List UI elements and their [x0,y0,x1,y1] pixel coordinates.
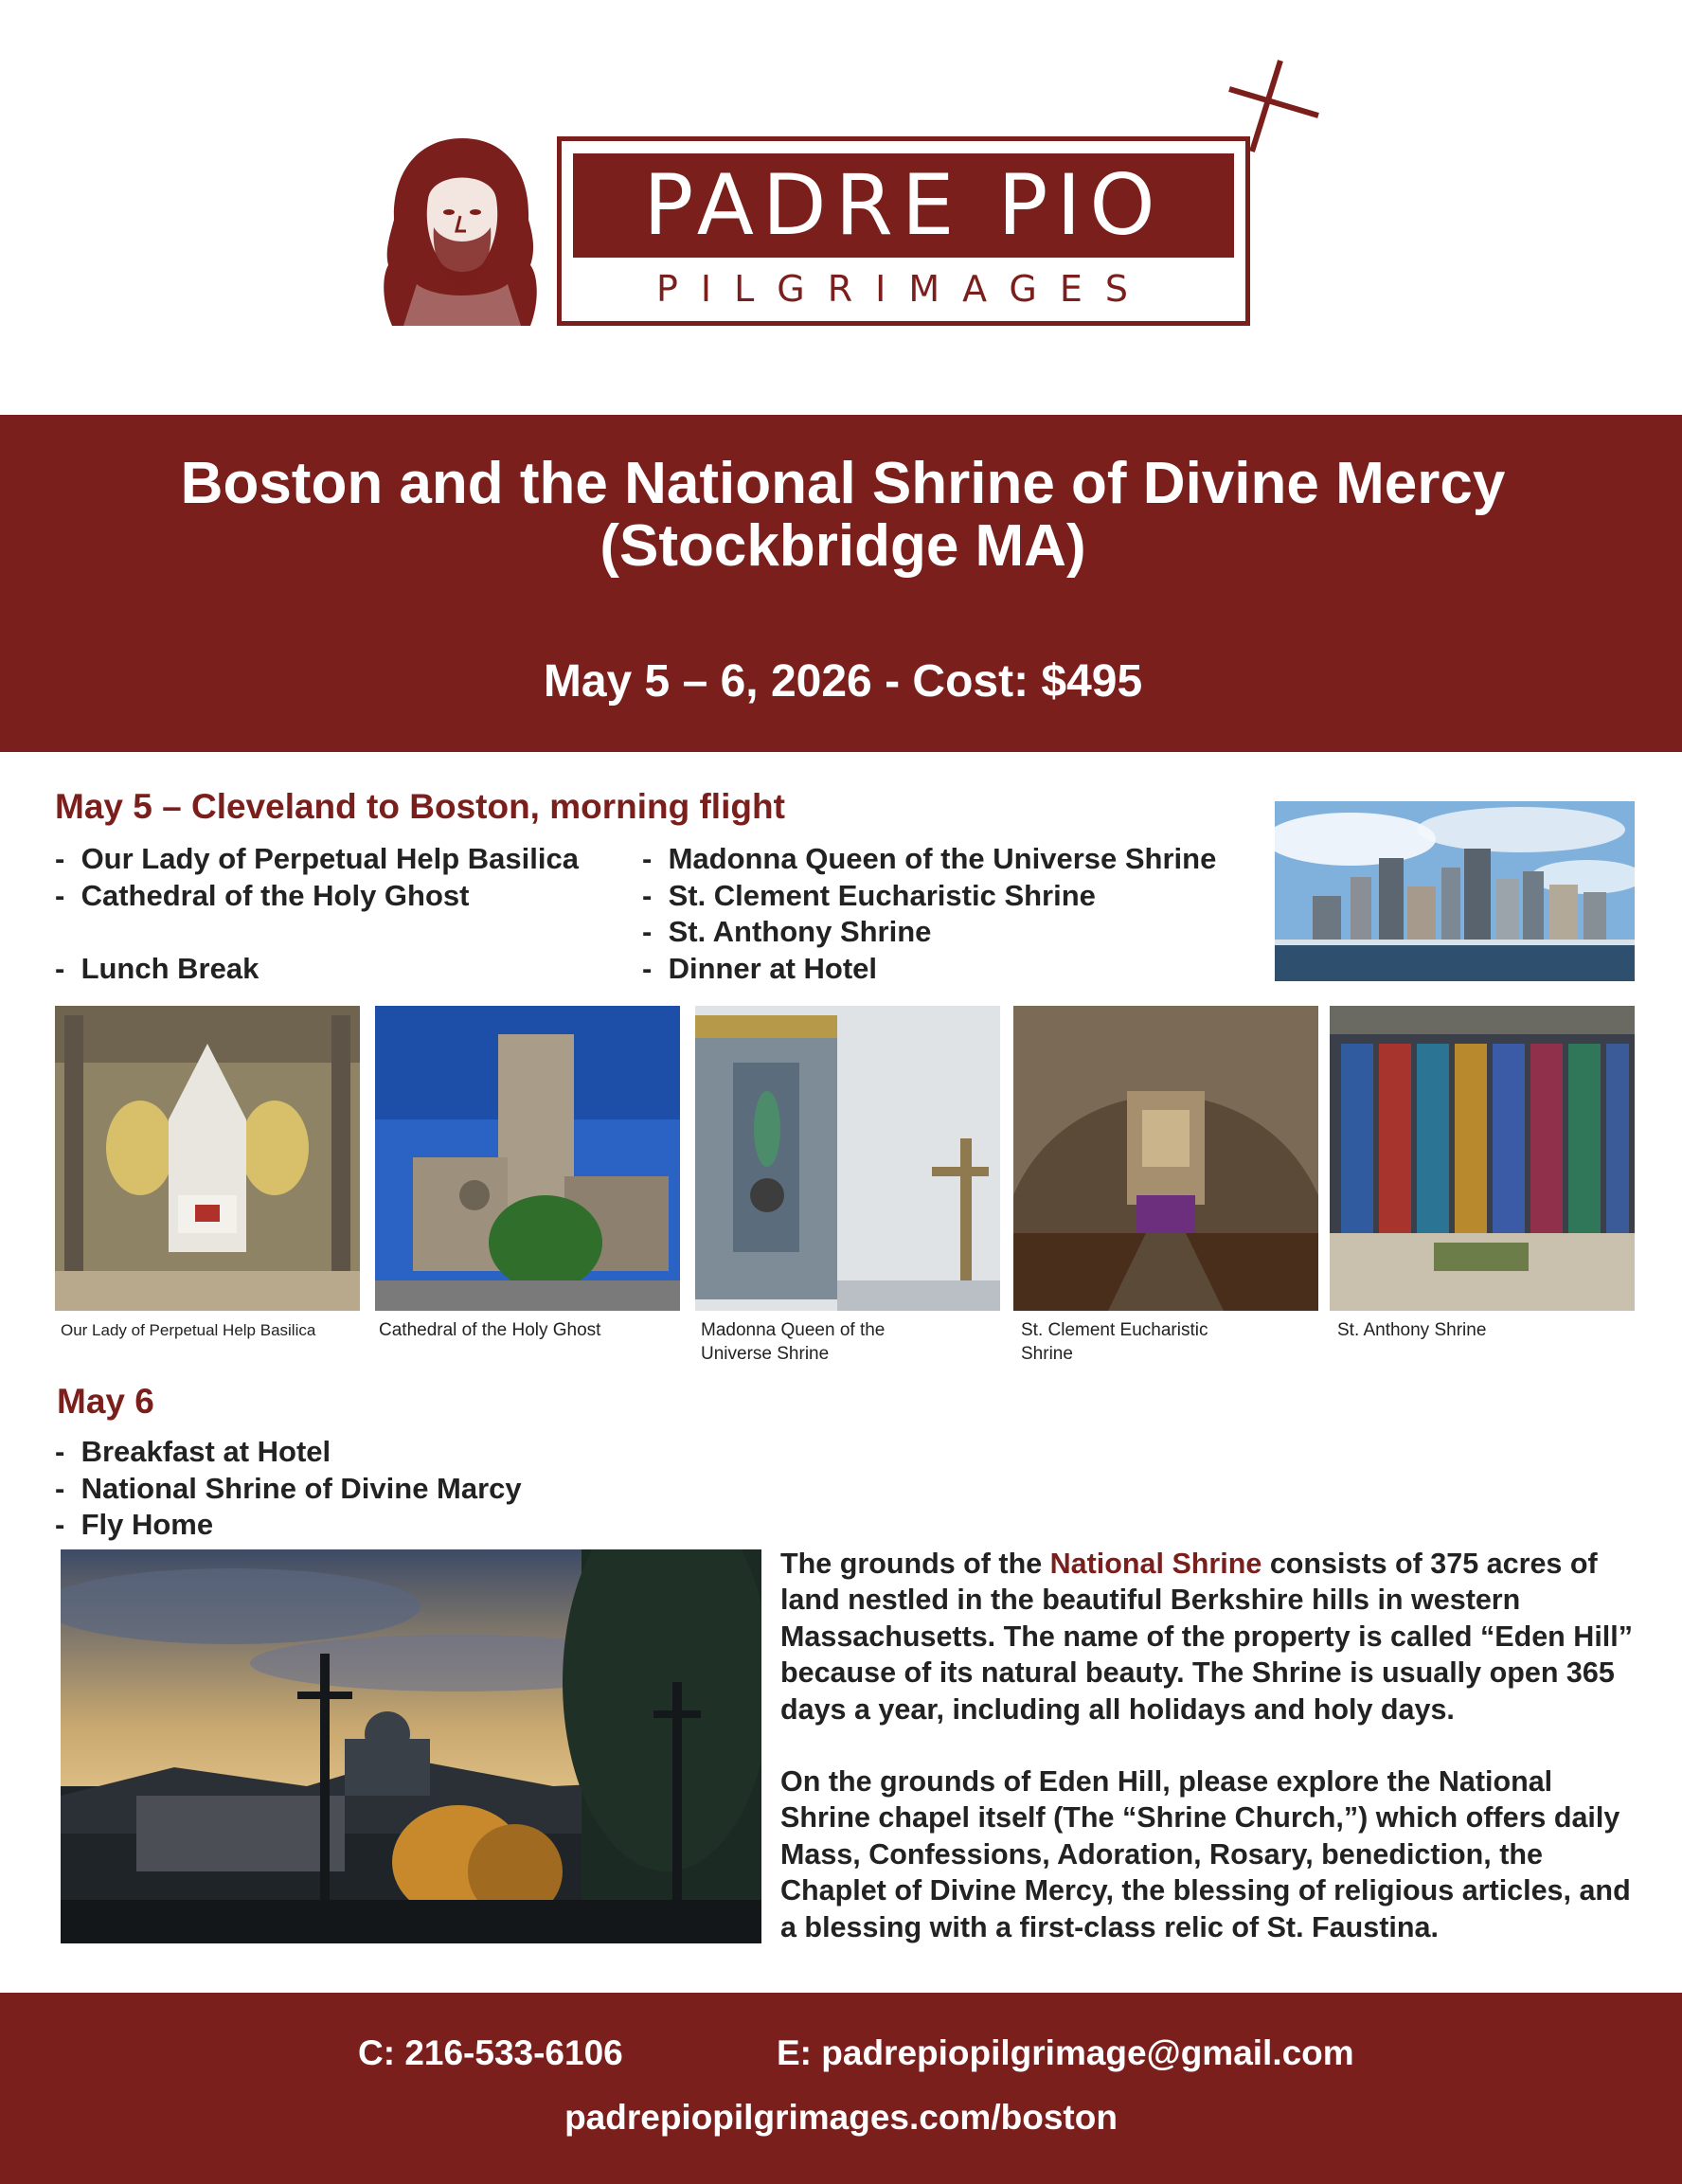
list-item: - Our Lady of Perpetual Help Basilica [55,841,579,878]
trip-title-line1: Boston and the National Shrine of Divine Mercy [180,451,1506,516]
photo-caption: Madonna Queen of the Universe Shrine [701,1320,886,1364]
list-item: - St. Clement Eucharistic Shrine [642,878,1216,915]
boston-skyline-photo [1275,801,1635,981]
footer-phone[interactable]: C: 216-533-6106 [358,2033,623,2072]
cathedral-photo [375,1006,680,1311]
photo-caption: St. Anthony Shrine [1337,1320,1487,1340]
day2-heading: May 6 [57,1382,154,1421]
st-anthony-shrine-photo [1330,1006,1635,1311]
logo [379,57,1316,341]
footer-website[interactable]: padrepiopilgrimages.com/boston [564,2098,1118,2137]
trip-title-line2: (Stockbridge MA) [599,513,1086,579]
footer-email[interactable]: E: padrepiopilgrimage@gmail.com [777,2033,1354,2072]
st-clement-shrine-photo [1013,1006,1318,1311]
list-item: - Breakfast at Hotel [55,1434,522,1471]
description-paragraph-2: On the grounds of Eden Hill, please explore the National Shrine chapel itself (The “Shrine Church,”) which offers daily Mass, Confessions, Adoration, Rosary, benediction, the Chaplet of Divine Mercy, the blessing of religious articles, and a blessing with a first-class relic of St. Faustina. [780,1765,1631,1943]
list-item: - National Shrine of Divine Marcy [55,1471,522,1508]
footer-band [0,1993,1682,2184]
photo-caption: St. Clement Eucharistic Shrine [1021,1320,1208,1364]
national-shrine-link[interactable]: National Shrine [1049,1548,1262,1580]
shrine-description [780,1546,1633,1945]
list-item: - Lunch Break [55,951,579,988]
description-text: The grounds of the [780,1548,1050,1580]
description-paragraph-1 [780,1546,1633,1728]
eden-hill-photo [61,1549,761,1943]
day1-heading: May 5 – Cleveland to Boston, morning flight [55,787,785,826]
basilica-photo [55,1006,360,1311]
list-item: - Fly Home [55,1507,522,1544]
list-item: - St. Anthony Shrine [642,914,1216,951]
list-spacer [55,914,579,951]
madonna-shrine-photo [695,1006,1000,1311]
list-item: - Cathedral of the Holy Ghost [55,878,579,915]
trip-title [38,453,1648,578]
photo-caption: Cathedral of the Holy Ghost [379,1320,601,1340]
description-text: consists of 375 acres of land nestled in the beautiful Berkshire hills in western Massachusetts. The name of the property is called “Eden Hill” because of its natural beauty. The Shrine is usually open 365 days a year, including all holidays and holy days. [780,1548,1633,1726]
list-item: - Madonna Queen of the Universe Shrine [642,841,1216,878]
cross-icon [1193,57,1326,161]
day1-left-list [55,841,579,987]
day2-list [55,1434,522,1544]
list-item: - Dinner at Hotel [642,951,1216,988]
photo-caption: Our Lady of Perpetual Help Basilica [61,1321,316,1339]
logo-title: PADRE PIO [643,156,1164,254]
padre-pio-portrait-icon [379,133,545,336]
logo-subtitle: PILGRIMAGES [655,268,1152,310]
trip-dates-cost: May 5 – 6, 2026 - Cost: $495 [543,656,1143,707]
day1-right-list [642,841,1216,987]
